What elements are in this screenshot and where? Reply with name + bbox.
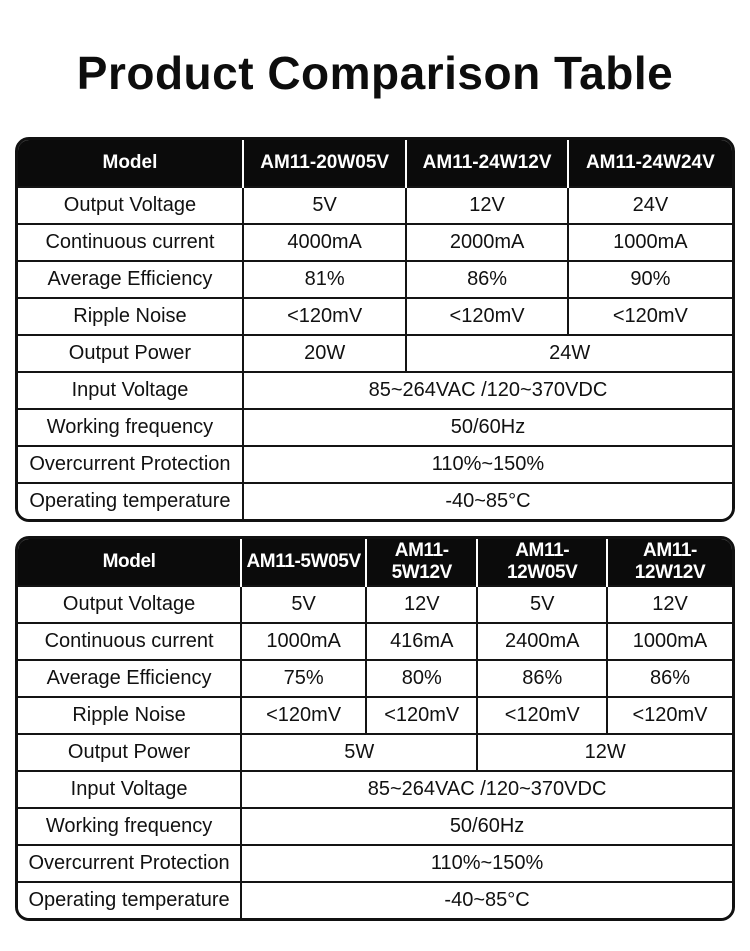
comparison-table-2 [15,536,735,921]
cell-value: 12V [406,187,567,224]
cell-value: -40~85°C [243,483,732,519]
cell-value: 50/60Hz [241,808,732,845]
row-label: Working frequency [18,808,241,845]
table-row [18,335,732,372]
model-name: AM11-5W12V [366,539,477,586]
cell-value: 24W [406,335,732,372]
row-label: Operating temperature [18,882,241,918]
row-label: Input Voltage [18,771,241,808]
cell-value: 12V [607,586,732,623]
cell-value: 5W [241,734,477,771]
row-label: Output Voltage [18,586,241,623]
cell-value: 5V [477,586,607,623]
header-row [18,539,732,586]
table-row [18,261,732,298]
table-row [18,808,732,845]
cell-value: 2000mA [406,224,567,261]
model-name: AM11-20W05V [243,140,407,187]
model-name: AM11-24W12V [406,140,567,187]
row-label: Continuous current [18,623,241,660]
cell-value: 2400mA [477,623,607,660]
cell-value: 20W [243,335,407,372]
model-name: AM11-24W24V [568,140,732,187]
row-label: Overcurrent Protection [18,845,241,882]
model-name: AM11-12W12V [607,539,732,586]
row-label: Overcurrent Protection [18,446,243,483]
cell-value: 85~264VAC /120~370VDC [241,771,732,808]
row-label: Input Voltage [18,372,243,409]
cell-value: 75% [241,660,366,697]
cell-value: 1000mA [607,623,732,660]
cell-value: 110%~150% [241,845,732,882]
header-row [18,140,732,187]
cell-value: 1000mA [568,224,732,261]
cell-value: <120mV [406,298,567,335]
spec-table-1 [18,140,732,519]
table-row [18,187,732,224]
cell-value: 90% [568,261,732,298]
row-label: Ripple Noise [18,298,243,335]
table-row [18,623,732,660]
table-row [18,586,732,623]
table-row [18,409,732,446]
table-row [18,298,732,335]
row-label: Operating temperature [18,483,243,519]
row-label: Output Power [18,335,243,372]
row-label: Ripple Noise [18,697,241,734]
cell-value: <120mV [366,697,477,734]
row-label: Working frequency [18,409,243,446]
cell-value: 110%~150% [243,446,732,483]
cell-value: 50/60Hz [243,409,732,446]
row-label: Continuous current [18,224,243,261]
model-name: AM11-12W05V [477,539,607,586]
model-header-label: Model [18,539,241,586]
cell-value: <120mV [477,697,607,734]
cell-value: 86% [406,261,567,298]
cell-value: 24V [568,187,732,224]
comparison-table-1 [15,137,735,522]
cell-value: 4000mA [243,224,407,261]
model-name: AM11-5W05V [241,539,366,586]
cell-value: 5V [243,187,407,224]
cell-value: -40~85°C [241,882,732,918]
table-row [18,734,732,771]
cell-value: 81% [243,261,407,298]
table-row [18,660,732,697]
cell-value: 86% [607,660,732,697]
cell-value: 1000mA [241,623,366,660]
cell-value: 12W [477,734,732,771]
row-label: Output Power [18,734,241,771]
cell-value: 85~264VAC /120~370VDC [243,372,732,409]
cell-value: <120mV [607,697,732,734]
cell-value: 416mA [366,623,477,660]
table-row [18,882,732,918]
cell-value: 12V [366,586,477,623]
table-row [18,372,732,409]
table-row [18,483,732,519]
row-label: Average Efficiency [18,660,241,697]
cell-value: 5V [241,586,366,623]
row-label: Average Efficiency [18,261,243,298]
table-row [18,771,732,808]
page-title: Product Comparison Table [76,47,674,99]
table-row [18,697,732,734]
cell-value: 80% [366,660,477,697]
model-header-label: Model [18,140,243,187]
cell-value: <120mV [243,298,407,335]
spec-table-2 [18,539,732,918]
cell-value: 86% [477,660,607,697]
table-row [18,224,732,261]
table-row [18,446,732,483]
cell-value: <120mV [241,697,366,734]
row-label: Output Voltage [18,187,243,224]
cell-value: <120mV [568,298,732,335]
table-row [18,845,732,882]
